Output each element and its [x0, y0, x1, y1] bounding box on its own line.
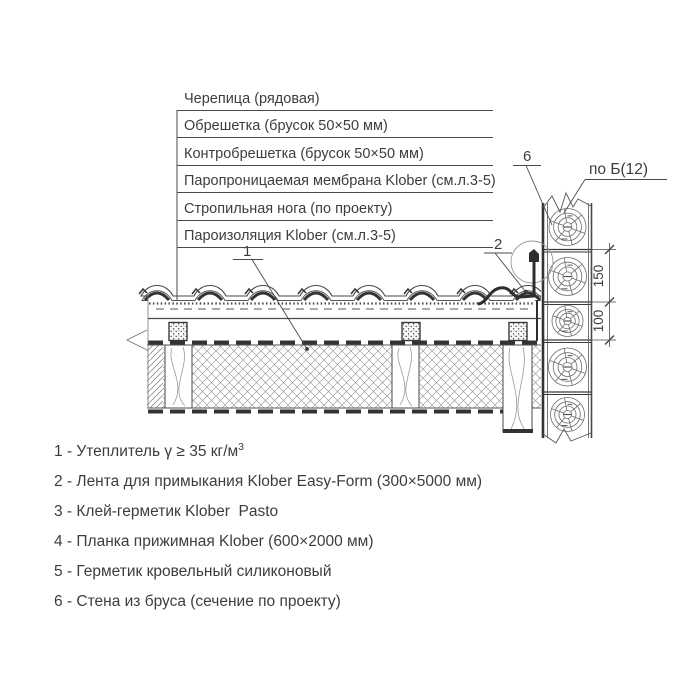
dimension-chain	[591, 243, 616, 347]
legend-item-3: 3 - Клей-герметик Klober Pasto	[54, 503, 279, 520]
legend-item-1: 1 - Утеплитель γ ≥ 35 $кг/м^3$	[54, 440, 244, 460]
legend-item-5: 5 - Герметик кровельный силиконовый	[54, 563, 332, 580]
section-ref-label: по Б(12)	[589, 161, 649, 178]
layer-label-stack	[177, 83, 496, 248]
legend-item-4: 4 - Планка прижимная Klober (600×2000 мм)	[54, 533, 374, 550]
flashing-tape	[478, 258, 534, 304]
insulation-hatch	[163, 345, 541, 408]
layer-label-tiles: Черепица (рядовая)	[177, 83, 493, 111]
legend-item-2: 2 - Лента для примыкания Klober Easy-Form (300×5000 мм)	[54, 473, 483, 490]
legend	[54, 437, 654, 617]
tile-profile	[139, 286, 544, 301]
callout-6-label: 6	[523, 148, 532, 165]
layer-label-rafter: Стропильная нога (по проекту)	[177, 193, 493, 221]
layer-label-counterbattens: Контробрешетка (брусок 50×50 мм)	[177, 138, 493, 166]
layer-label-membrane: Паропроницаемая мембрана Klober (см.л.3-5)	[177, 166, 493, 194]
cubed-superscript: 3	[238, 440, 244, 453]
layer-label-vapor-barrier: Пароизоляция Klober (см.л.3-5)	[177, 221, 493, 249]
callout-1-label: 1	[243, 243, 252, 260]
dimension-150: 150	[591, 264, 606, 288]
clamp-strip	[529, 249, 539, 262]
break-mark	[127, 330, 147, 350]
batten-block	[402, 323, 420, 341]
layer-label-battens: Обрешетка (брусок 50×50 мм)	[177, 111, 493, 139]
dimension-100: 100	[591, 309, 606, 333]
timber-wall	[541, 203, 592, 438]
batten-block	[169, 323, 187, 341]
callout-2-label: 2	[494, 236, 503, 253]
batten-block	[509, 323, 527, 341]
legend-item-6: 6 - Стена из бруса (сечение по проекту)	[54, 593, 341, 610]
cut-edge-hatch	[147, 345, 163, 408]
